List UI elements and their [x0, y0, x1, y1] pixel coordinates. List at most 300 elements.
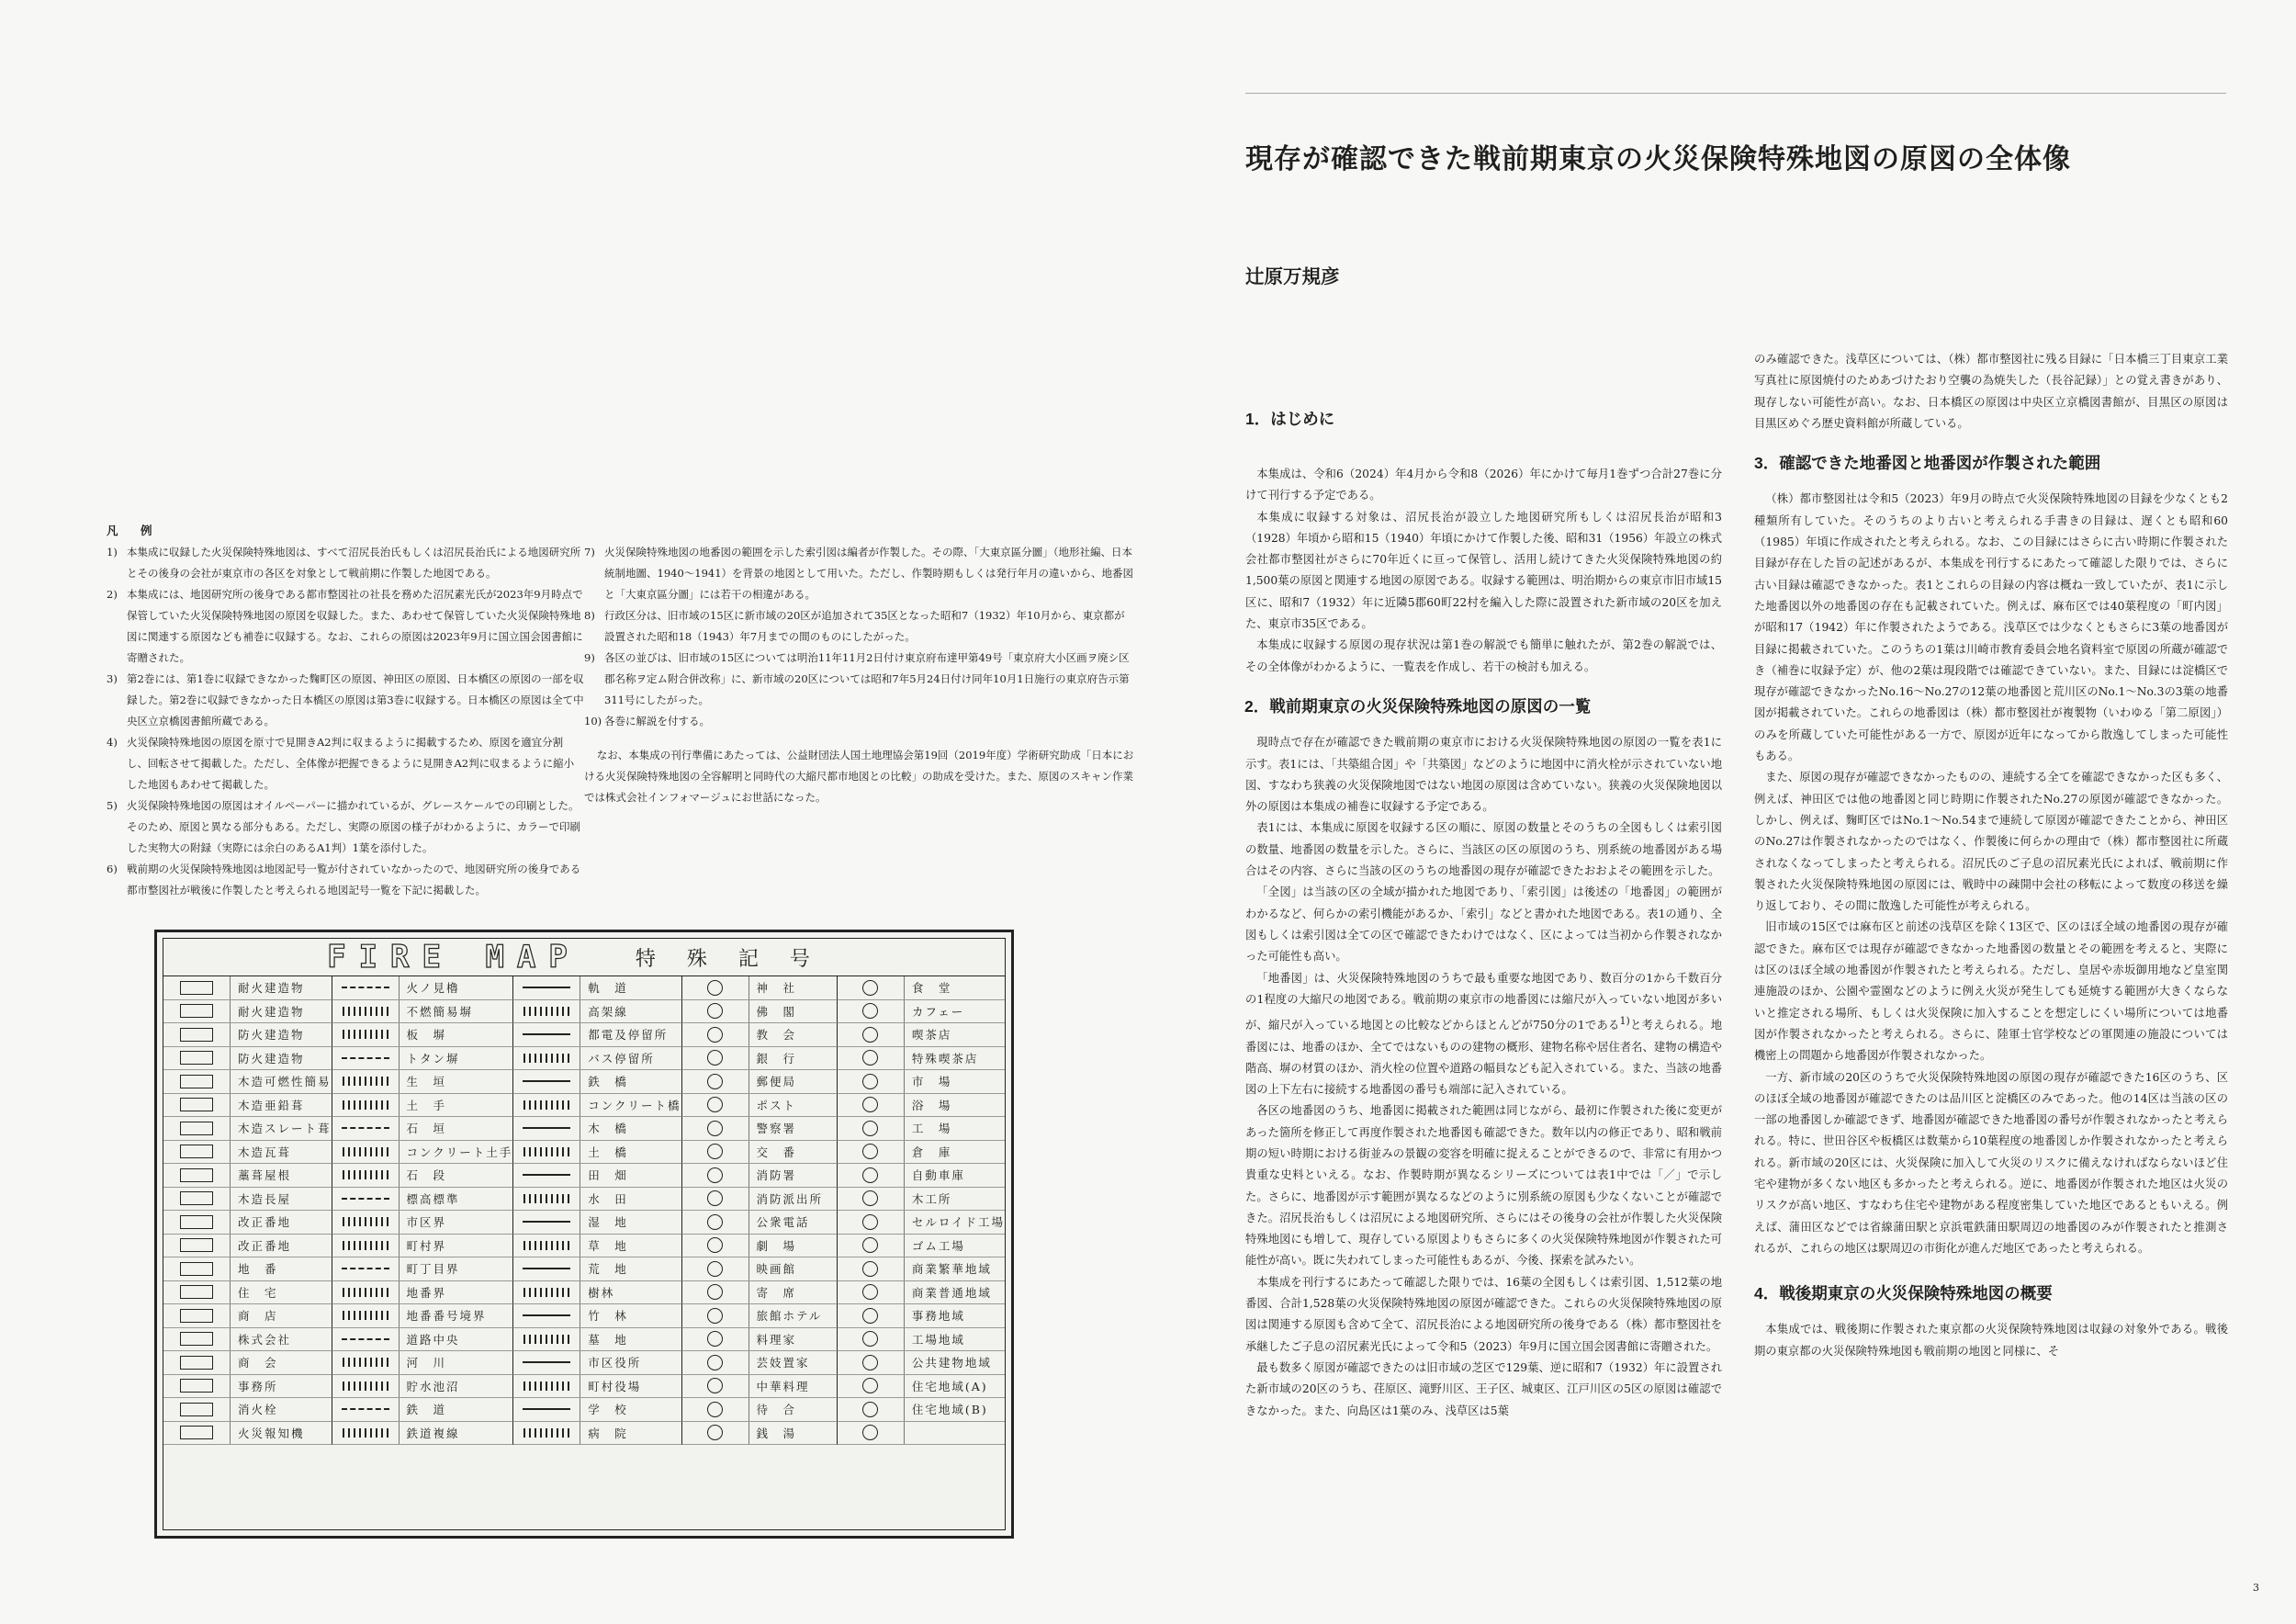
- map-symbol-icon: [682, 1094, 749, 1117]
- symbol-label: 市区界: [406, 1215, 447, 1230]
- symbol-label: 銭 湯: [756, 1426, 797, 1440]
- symbol-label: 病 院: [588, 1426, 628, 1440]
- symbol-cell: [332, 1094, 514, 1118]
- symbol-label: 木造可燃性簡易: [238, 1075, 332, 1089]
- symbol-label: 住宅地域(B): [911, 1403, 988, 1417]
- symbol-label: 商 店: [238, 1309, 278, 1324]
- symbol-label: 木 橋: [588, 1122, 628, 1136]
- map-symbol-icon: [332, 1188, 400, 1211]
- legend-column-2: [584, 542, 1135, 819]
- map-symbol-icon: [163, 1047, 231, 1070]
- map-symbol-icon: [682, 1117, 749, 1140]
- symbol-label: 高架線: [588, 1004, 628, 1019]
- fire-map-symbol-table: [154, 930, 1014, 1539]
- symbol-label: 生 垣: [406, 1075, 447, 1089]
- section-heading-4: 4．戦後期東京の火災保険特殊地図の概要: [1754, 1284, 2053, 1303]
- symbol-cell: [163, 1070, 332, 1094]
- symbol-cell: [838, 1164, 1005, 1188]
- header-rule: [1245, 93, 2226, 94]
- map-symbol-icon: [838, 1328, 905, 1351]
- symbol-cell: [682, 1351, 838, 1375]
- map-symbol-icon: [163, 1304, 231, 1327]
- symbol-label: 水 田: [588, 1191, 628, 1206]
- map-symbol-icon: [513, 1375, 580, 1398]
- symbol-cell: [163, 1164, 332, 1188]
- symbol-label: 町村役場: [588, 1379, 642, 1393]
- symbol-cell: [682, 1257, 838, 1281]
- symbol-cell: [332, 1398, 514, 1422]
- paragraph: 「全図」は当該の区の全域が描かれた地図であり、「索引図」は後述の「地番図」の範囲がわかるなど、何らかの索引機能があるか、「索引」などと書かれた地図である。表1の通り、全図もしくは索引図は全ての区で確認できたわけではなく、区によっては当初から作製されなかった可能性も高い。: [1245, 885, 1722, 964]
- map-symbol-icon: [682, 1398, 749, 1421]
- symbol-label: 市 場: [911, 1075, 952, 1089]
- symbol-label: 土 手: [406, 1098, 447, 1112]
- paragraph: 一方、新市域の20区のうちで火災保険特殊地図の原図の現存が確認できた16区のうち、区のほぼ全域の地番図が確認できたのは品川区と淀橋区のみであった。他の14区は当該の区の一部の地番図しか確認できず、地番図が確認できた地番図の番号が作製されなかったと考えられる。特に、世田谷区や板橋区は数葉から10葉程度の地番図しか作製されなかったと考えられる。新市域の20区には、火災保険に加入して火災のリスクに備えなければならないほど住宅や建物が多くない地区も多かったと考えられる。逆に、地番図が作製された地区は火災のリスクが高い地区、すなわち住宅や建物がある程度密集していた地区であるともいえる。例えば、蒲田区などでは省線蒲田駅と京浜電鉄蒲田駅周辺の地番図のみが作製されたと推測されるが、これらの地区は駅周辺の市街化が進んだ地区であったと考えられる。: [1754, 1070, 2228, 1255]
- symbol-label: 郵便局: [756, 1075, 797, 1089]
- symbol-cell: [682, 1211, 838, 1235]
- symbol-cell: [163, 1000, 332, 1024]
- paragraph: 旧市域の15区では麻布区と前述の浅草区を除く13区で、区のほぼ全域の地番図の現存が確認できた。麻布区では現存が確認できなかった地番図の数量とその範囲を考えると、実際には区のほぼ全域の地番図が作製されたと考えられる。ただし、皇居や赤坂御用地など皇室関連施設のほか、公園や霊園などのように例え火災が発生しても延焼する範囲が大きくならないと推定される場所、もしくは火災保険に加入することを想定しにくい場所については地番図が作製されなかったと考えられる。さらに、陸軍士官学校などの軍関連の施設については機密上の問題から地番図が作製されなかった。: [1754, 920, 2228, 1063]
- legend-item: 7) 火災保険特殊地図の地番図の範囲を示した索引図は編者が作製した。その際、「大東京區分圖」（地形社編、日本統制地圖、1940〜1941）を背景の地図として用いた。ただし、作製時期もしくは発行年月の違いから、地番図と「大東京區分圖」には若干の相違がある。: [584, 546, 1134, 601]
- symbol-label: 芸妓置家: [756, 1356, 810, 1370]
- symbol-cell: [332, 1281, 514, 1305]
- symbol-cell: [682, 1375, 838, 1399]
- symbol-label: ポスト: [756, 1098, 797, 1112]
- symbol-label: 消火栓: [238, 1403, 278, 1417]
- map-symbol-icon: [332, 1304, 400, 1327]
- symbol-cell: [513, 1304, 681, 1328]
- symbol-cell: [163, 976, 332, 1000]
- symbol-cell: [163, 1281, 332, 1305]
- map-symbol-icon: [513, 1117, 580, 1140]
- paragraph: 本集成は、令和6（2024）年4月から令和8（2026）年にかけて毎月1巻ずつ合計27巻に分けて刊行する予定である。: [1245, 468, 1722, 502]
- map-symbol-icon: [838, 1164, 905, 1187]
- symbol-label: 土 橋: [588, 1145, 628, 1159]
- map-symbol-icon: [682, 1257, 749, 1280]
- legend-item: 1) 本集成に収録した火災保険特殊地図は、すべて沼尻長治氏もしくは沼尻長治氏による地図研究所とその後身の会社が東京市の各区を対象として戦前期に作製した地図である。: [107, 546, 581, 580]
- symbol-cell: [513, 1188, 681, 1212]
- symbol-cell: [513, 1023, 681, 1047]
- symbol-label: 交 番: [756, 1145, 797, 1159]
- map-symbol-icon: [513, 1211, 580, 1234]
- symbol-cell: [332, 1047, 514, 1071]
- symbol-label: 工 場: [911, 1122, 952, 1136]
- symbol-cell: [682, 1094, 838, 1118]
- article-column-right: [1754, 349, 2228, 1362]
- legend-heading: 凡 例: [107, 524, 158, 537]
- symbol-cell: [332, 1257, 514, 1281]
- symbol-cell: [682, 1281, 838, 1305]
- fire-map-header: [163, 939, 1005, 976]
- symbol-label: トタン塀: [406, 1051, 460, 1066]
- symbol-label: 商業繁華地域: [911, 1262, 992, 1277]
- symbol-label: 湿 地: [588, 1215, 628, 1230]
- symbol-label: 耐火建造物: [238, 981, 305, 996]
- symbol-cell: [332, 1188, 514, 1212]
- map-symbol-icon: [332, 1351, 400, 1374]
- symbol-cell: [838, 1257, 1005, 1281]
- map-symbol-icon: [163, 1257, 231, 1280]
- symbol-label: 木工所: [911, 1191, 952, 1206]
- symbol-label: 消防派出所: [756, 1191, 824, 1206]
- symbol-label: 料理家: [756, 1332, 797, 1347]
- legend-item: 3) 第2巻には、第1巻に収録できなかった麴町区の原図、神田区の原図、日本橋区の原図の一部を収録した。第2巻に収録できなかった日本橋区の原図は第3巻に収録する。日本橋区の原図は全て中央区立京橋図書館所蔵である。: [107, 672, 584, 727]
- symbol-cell: [513, 1375, 681, 1399]
- symbol-cell: [838, 1023, 1005, 1047]
- symbol-cell: [838, 1000, 1005, 1024]
- symbol-label: 教 会: [756, 1028, 797, 1043]
- symbol-cell: [682, 1328, 838, 1352]
- map-symbol-icon: [332, 1328, 400, 1351]
- paragraph: のみ確認できた。浅草区については、（株）都市整図社に残る目録に「日本橋三丁目東京工業写真社に原図焼付のためあづけたおり空襲の為焼失した（長谷記録）」との覚え書きがあり、現存しない可能性が高い。なお、日本橋区の原図は中央区立京橋図書館が、目黒区の原図は目黒区めぐろ歴史資料館が所蔵している。: [1754, 353, 2228, 430]
- symbol-cell: [332, 1422, 514, 1446]
- symbol-label: 食 堂: [911, 981, 952, 996]
- paragraph: 表1には、本集成に原図を収録する区の順に、原図の数量とそのうちの全図もしくは索引図の数量、地番図の数量を示した。さらに、当該区の区の原図のうち、別系統の地番図がある場合はその内容、さらに当該の区のうちの地番図の現存が確認できたおおよその範囲を示した。: [1245, 821, 1722, 878]
- map-symbol-icon: [332, 1164, 400, 1187]
- map-symbol-icon: [682, 1235, 749, 1257]
- symbol-cell: [332, 1141, 514, 1165]
- map-symbol-icon: [332, 1211, 400, 1234]
- symbol-cell: [163, 1117, 332, 1141]
- symbol-cell: [682, 1070, 838, 1094]
- symbol-label: 公共建物地域: [911, 1356, 992, 1370]
- symbol-label: 待 合: [756, 1403, 797, 1417]
- symbol-label: 藁葺屋根: [238, 1168, 292, 1183]
- symbol-cell: [513, 1000, 681, 1024]
- symbol-label: 墓 地: [588, 1332, 628, 1347]
- map-symbol-icon: [332, 1117, 400, 1140]
- map-symbol-icon: [332, 1047, 400, 1070]
- map-symbol-icon: [163, 1422, 231, 1445]
- map-symbol-icon: [838, 1094, 905, 1117]
- symbol-cell: [513, 1398, 681, 1422]
- map-symbol-icon: [513, 1422, 580, 1445]
- map-symbol-icon: [838, 1375, 905, 1398]
- legend-item: 9) 各区の並びは、旧市域の15区については明治11年11月2日付け東京府布達甲第49号「東京府大小区画ヲ廃シ区郡名称ヲ定ム附合併改称」に、新市域の20区については昭和7年5月24日付け同年10月1日施行の東京府告示第311号にしたがった。: [584, 651, 1130, 706]
- section-heading-1: 1．はじめに: [1245, 410, 1335, 428]
- map-symbol-icon: [163, 1023, 231, 1046]
- map-symbol-icon: [163, 1375, 231, 1398]
- symbol-cell: [163, 1422, 332, 1446]
- symbol-cell: [163, 1398, 332, 1422]
- symbol-cell: [513, 1351, 681, 1375]
- symbol-cell: [838, 1094, 1005, 1118]
- symbol-label: 佛 閣: [756, 1004, 797, 1019]
- symbol-label: 木造亜鉛葺: [238, 1098, 305, 1112]
- map-symbol-icon: [513, 1141, 580, 1164]
- map-symbol-icon: [682, 1211, 749, 1234]
- map-symbol-icon: [163, 1328, 231, 1351]
- symbol-label: 道路中央: [406, 1332, 460, 1347]
- symbol-cell: [513, 1328, 681, 1352]
- symbol-cell: [163, 1141, 332, 1165]
- map-symbol-icon: [163, 1211, 231, 1234]
- symbol-cell: [682, 1188, 838, 1212]
- symbol-cell: [332, 1000, 514, 1024]
- map-symbol-icon: [332, 1070, 400, 1093]
- symbol-cell: [163, 1094, 332, 1118]
- map-symbol-icon: [838, 1257, 905, 1280]
- symbol-label: 草 地: [588, 1238, 628, 1253]
- map-symbol-icon: [332, 1094, 400, 1117]
- map-symbol-icon: [513, 1188, 580, 1211]
- fire-map-title: FIRE MAP: [327, 939, 580, 976]
- map-symbol-icon: [163, 1235, 231, 1257]
- symbol-cell: [682, 1023, 838, 1047]
- map-symbol-icon: [682, 1188, 749, 1211]
- symbol-cell: [332, 1117, 514, 1141]
- legend-item: 2) 本集成には、地図研究所の後身である都市整図社の社長を務めた沼尻素光氏が2023年9月時点で保管していた火災保険特殊地図の原図を収録した。また、あわせて保管していた火災保険特殊地図に関連する原図なども補巻に収録する。なお、これらの原図は2023年9月に国立国会図書館に寄贈された。: [107, 588, 583, 664]
- symbol-cell: [332, 976, 514, 1000]
- symbol-label: コンクリート橋: [588, 1098, 681, 1112]
- paragraph: 本集成に収録する対象は、沼尻長治が設立した地図研究所もしくは沼尻長治が昭和3（1928）年頃から昭和15（1940）年頃にかけて作製した後、昭和31（1956）年設立の株式会社都市整図社がさらに70年近くに亘って保管し、活用し続けてきた火災保険特殊地図の約1,500葉の原図と関連する地図の原図である。収録する範囲は、明治期からの東京市旧市域15区に、昭和7（1932）年に近隣5郡60町22村を編入した際に設置された新市域の20区を加えた、東京市35区である。: [1245, 510, 1722, 631]
- paragraph: 本集成を刊行するにあたって確認した限りでは、16葉の全図もしくは索引図、1,512葉の地番図、合計1,528葉の火災保険特殊地図の原図が確認できた。これらの火災保険特殊地図の原図は関連する原図も含めて全て、沼尻長治による地図研究所の後身である（株）都市整図社を承継したご子息の沼尻素光氏によって令和5（2023）年9月に国立国会図書館に寄贈された。: [1245, 1275, 1722, 1353]
- symbol-cell: [838, 1304, 1005, 1328]
- map-symbol-icon: [838, 976, 905, 999]
- map-symbol-icon: [332, 1281, 400, 1304]
- symbol-cell: [513, 1235, 681, 1258]
- symbol-label: 標高標準: [406, 1191, 460, 1206]
- map-symbol-icon: [513, 1164, 580, 1187]
- symbol-label: 木造長屋: [238, 1191, 292, 1206]
- map-symbol-icon: [163, 1000, 231, 1023]
- symbol-label: 学 校: [588, 1403, 628, 1417]
- symbol-label: 河 川: [406, 1356, 447, 1370]
- legend-section: [107, 520, 1135, 897]
- symbol-label: 防火建造物: [238, 1028, 305, 1043]
- map-symbol-icon: [682, 1000, 749, 1023]
- symbol-cell: [838, 1281, 1005, 1305]
- map-symbol-icon: [332, 1375, 400, 1398]
- symbol-cell: [838, 1211, 1005, 1235]
- symbol-cell: [838, 1235, 1005, 1258]
- symbol-cell: [838, 1422, 1005, 1446]
- symbol-label: 地番界: [406, 1285, 447, 1300]
- symbol-label: 銀 行: [756, 1051, 797, 1066]
- map-symbol-icon: [682, 1422, 749, 1445]
- symbol-label: 木造瓦葺: [238, 1145, 292, 1159]
- symbol-cell: [513, 976, 681, 1000]
- symbol-cell: [163, 1328, 332, 1352]
- symbol-label: 荒 地: [588, 1262, 628, 1277]
- map-symbol-icon: [332, 1235, 400, 1257]
- map-symbol-icon: [682, 1328, 749, 1351]
- map-symbol-icon: [332, 1422, 400, 1445]
- symbol-label: 木造スレート葺: [238, 1122, 332, 1136]
- symbol-cell: [682, 1235, 838, 1258]
- article-author: 辻原万規彦: [1245, 265, 1340, 288]
- map-symbol-icon: [838, 1281, 905, 1304]
- symbol-label: 貯水池沼: [406, 1379, 460, 1393]
- symbol-cell: [682, 1422, 838, 1446]
- map-symbol-icon: [163, 976, 231, 999]
- map-symbol-icon: [332, 1023, 400, 1046]
- symbol-cell: [513, 1422, 681, 1446]
- symbol-label: 株式会社: [238, 1332, 292, 1347]
- symbol-cell: [332, 1235, 514, 1258]
- fire-map-title-jp: 特殊記号: [635, 947, 841, 971]
- map-symbol-icon: [332, 1398, 400, 1421]
- section-heading-2: 2．戦前期東京の火災保険特殊地図の原図の一覧: [1244, 696, 1592, 716]
- symbol-label: 町丁目界: [406, 1262, 460, 1277]
- footnote-ref: 1): [1619, 1015, 1630, 1028]
- symbol-cell: [332, 1070, 514, 1094]
- symbol-cell: [513, 1211, 681, 1235]
- symbol-cell: [682, 1000, 838, 1024]
- symbol-cell: [838, 1070, 1005, 1094]
- symbol-cell: [682, 1117, 838, 1141]
- symbol-label: 火ノ見櫓: [406, 981, 460, 996]
- map-symbol-icon: [513, 1328, 580, 1351]
- symbol-label: ゴム工場: [911, 1238, 965, 1253]
- map-symbol-icon: [163, 1351, 231, 1374]
- symbol-cell: [838, 1117, 1005, 1141]
- symbol-cell: [838, 1351, 1005, 1375]
- symbol-label: 住宅地域(A): [911, 1379, 988, 1393]
- symbol-label: 公衆電話: [756, 1215, 810, 1230]
- symbol-cell: [163, 1257, 332, 1281]
- symbol-cell: [513, 1141, 681, 1165]
- symbol-label: 商 会: [238, 1356, 278, 1370]
- symbol-label: 旅館ホテル: [756, 1309, 823, 1324]
- symbol-label: 劇 場: [756, 1238, 797, 1253]
- symbol-label: 石 垣: [406, 1122, 447, 1136]
- paragraph: 「地番図」は、火災保険特殊地図のうちで最も重要な地図であり、数百分の1から千数百分の1程度の大縮尺の地図である。戦前期の東京市の地番図には縮尺が入っていない地図が多いが、縮尺が入っている地図との比較などからほとんどが750分の1である$^{1)}$と考えられる。地番図には、地番のほか、全てではないものの建物の概形、建物名称や居住者名、建物の構造や階高、塀の材質のほか、消火栓の位置や道路の幅員なども記入されている。また、当該の地番図の上下左右に接続する地番図の番号も端部に記入されている。: [1245, 971, 1722, 1097]
- map-symbol-icon: [513, 1257, 580, 1280]
- symbol-label: 改正番地: [238, 1238, 292, 1253]
- symbol-label: 樹林: [588, 1285, 615, 1300]
- symbol-cell: [838, 1047, 1005, 1071]
- section-heading-3: 3．確認できた地番図と地番図が作製された範囲: [1754, 454, 2101, 473]
- symbol-cell: [513, 1047, 681, 1071]
- map-symbol-icon: [682, 1375, 749, 1398]
- map-symbol-icon: [513, 1000, 580, 1023]
- acknowledgement-text: なお、本集成の刊行準備にあたっては、公益財団法人国土地理協会第19回（2019年度）学術研究助成「日本における火災保険特殊地図の全容解明と同時代の大縮尺都市地図との比較」の助成を受けた。また、原図のスキャン作業では株式会社インフォマージュにお世話になった。: [584, 749, 1134, 804]
- symbol-label: 地番番号境界: [406, 1309, 487, 1324]
- symbol-cell: [682, 1164, 838, 1188]
- legend-item: 5) 火災保険特殊地図の原図はオイルペーパーに描かれているが、グレースケールでの印刷とした。そのため、原図と異なる部分もある。ただし、実際の原図の様子がわかるように、カラーで印刷した実物大の附録（実際には余白のあるA1判）1葉を添付した。: [107, 799, 581, 854]
- map-symbol-icon: [838, 1141, 905, 1164]
- map-symbol-icon: [682, 976, 749, 999]
- symbol-label: 鉄 道: [406, 1403, 447, 1417]
- symbol-cell: [682, 976, 838, 1000]
- symbol-cell: [682, 1398, 838, 1422]
- map-symbol-icon: [513, 1023, 580, 1046]
- symbol-label: 事務所: [238, 1379, 278, 1393]
- map-symbol-icon: [513, 1070, 580, 1093]
- symbol-cell: [163, 1351, 332, 1375]
- map-symbol-icon: [163, 1188, 231, 1211]
- map-symbol-icon: [332, 1000, 400, 1023]
- symbol-label: 事務地域: [911, 1309, 965, 1324]
- symbol-label: 自動車庫: [911, 1168, 965, 1183]
- symbol-label: 喫茶店: [911, 1028, 952, 1043]
- symbol-cell: [163, 1211, 332, 1235]
- paragraph: 本集成では、戦後期に作製された東京都の火災保険特殊地図は収録の対象外である。戦後期の東京都の火災保険特殊地図も戦前期の地図と同様に、そ: [1754, 1323, 2228, 1358]
- symbol-cell: [513, 1164, 681, 1188]
- symbol-cell: [682, 1304, 838, 1328]
- symbol-label: 防火建造物: [238, 1051, 305, 1066]
- legend-item: 10) 各巻に解説を付する。: [584, 715, 710, 727]
- map-symbol-icon: [682, 1070, 749, 1093]
- map-symbol-icon: [682, 1281, 749, 1304]
- paragraph: 最も数多く原図が確認できたのは旧市域の芝区で129葉、逆に昭和7（1932）年に設置された新市域の20区のうち、荏原区、滝野川区、王子区、城東区、江戸川区の5区の原図は確認できなかった。また、向島区は1葉のみ、浅草区は5葉: [1245, 1360, 1722, 1417]
- symbol-cell: [163, 1188, 332, 1212]
- symbol-label: 特殊喫茶店: [911, 1051, 979, 1066]
- map-symbol-icon: [682, 1164, 749, 1187]
- symbol-label: 竹 林: [588, 1309, 628, 1324]
- map-symbol-icon: [163, 1094, 231, 1117]
- map-symbol-icon: [332, 1141, 400, 1164]
- map-symbol-icon: [332, 976, 400, 999]
- map-symbol-icon: [513, 1281, 580, 1304]
- map-symbol-icon: [163, 1281, 231, 1304]
- symbol-cell: [838, 1188, 1005, 1212]
- symbol-label: 町村界: [406, 1238, 447, 1253]
- symbol-label: 都電及停留所: [588, 1028, 669, 1043]
- symbol-cell: [332, 1211, 514, 1235]
- symbol-label: 警察署: [756, 1122, 797, 1136]
- map-symbol-icon: [838, 1398, 905, 1421]
- legend-column-1: [107, 542, 584, 901]
- symbol-cell: [682, 1141, 838, 1165]
- symbol-label: 鉄道複線: [406, 1426, 460, 1440]
- symbol-label: [905, 1425, 1005, 1441]
- symbol-cell: [332, 1351, 514, 1375]
- symbol-label: 市区役所: [588, 1356, 642, 1370]
- symbol-cell: [332, 1375, 514, 1399]
- symbol-label: 板 塀: [406, 1028, 447, 1043]
- map-symbol-icon: [513, 1398, 580, 1421]
- map-symbol-icon: [838, 1000, 905, 1023]
- map-symbol-icon: [163, 1398, 231, 1421]
- map-symbol-icon: [838, 1351, 905, 1374]
- legend-item: 8) 行政区分は、旧市域の15区に新市域の20区が追加されて35区となった昭和7（1932）年10月から、東京都が設置された昭和18（1943）年7月までの間のものにしたがった。: [584, 609, 1125, 643]
- map-symbol-icon: [513, 1235, 580, 1257]
- map-symbol-icon: [838, 1188, 905, 1211]
- symbol-cell: [838, 1141, 1005, 1165]
- map-symbol-icon: [513, 1351, 580, 1374]
- map-symbol-icon: [332, 1257, 400, 1280]
- map-symbol-icon: [838, 1304, 905, 1327]
- symbol-cell: [682, 1047, 838, 1071]
- symbol-cell: [513, 1117, 681, 1141]
- paragraph: また、原図の現存が確認できなかったものの、連続する全てを確認できなかった区も多く、例えば、神田区では他の地番図と同じ時期に作製されたNo.27の原図が確認できなかった。しかし、例えば、麴町区ではNo.1〜No.54まで連続して原図が確認できたことから、神田区のNo.27は作製されなかったのではなく、作製後に何らかの理由で（株）都市整図社に所蔵されなくなってしまったと考えられる。沼尻氏のご子息の沼尻素光氏によれば、戦前期に作製された火災保険特殊地図の原図には、戦時中の疎開中会社の移転によって数度の移送を繰り返しており、その間に散逸した可能性が考えられる。: [1754, 771, 2228, 913]
- paragraph: （株）都市整図社は令和5（2023）年9月の時点で火災保険特殊地図の目録を少なくとも2種類所有していた。そのうちのより古いと考えられる手書きの目録は、遅くとも昭和60（1985）年頃に作成されたと考えられる。なお、この目録にはさらに古い時期に作製された目録が存在した旨の記述があるが、本集成を刊行するにあたって確認した限りでは、さらに古い目録は確認できなかった。表1とこれらの目録の内容は概ね一致していたが、表1に示した地番図以外の地番図の存在も記載されていた。例えば、麻布区では40葉程度の「町内図」が昭和17（1942）年に作製されたようである。浅草区では少なくともさらに3葉の地番図が目録に掲載されていた。このうちの1葉は川崎市教育委員会地名資料室で原図の所蔵が確認でき（補巻に収録予定）が、他の2葉は現段階では確認できていない。また、目録には淀橋区で現存が確認できなかったNo.16〜No.27の12葉の地番図と荒川区のNo.1〜No.3の3葉の地番図が掲載されていた。これらの地番図は（株）都市整図社が複製物（いわゆる「第二原図」）のみを所蔵していた可能性がある一方で、原図が近年になってから散逸してしまった可能性もある。: [1754, 492, 2228, 763]
- map-symbol-icon: [513, 976, 580, 999]
- symbol-cell: [513, 1070, 681, 1094]
- symbol-label: 改正番地: [238, 1215, 292, 1230]
- map-symbol-icon: [513, 1047, 580, 1070]
- symbol-cell: [332, 1304, 514, 1328]
- symbol-cell: [513, 1281, 681, 1305]
- legend-item: 4) 火災保険特殊地図の原図を原寸で見開きA2判に収まるように掲載するため、原図を適宜分割し、回転させて掲載した。ただし、全体像が把握できるように見開きA2判に収まるように縮小した地図もあわせて掲載した。: [107, 736, 575, 791]
- symbol-label: バス停留所: [588, 1051, 655, 1066]
- map-symbol-icon: [682, 1047, 749, 1070]
- symbol-label: 不燃簡易塀: [406, 1004, 474, 1019]
- map-symbol-icon: [682, 1023, 749, 1046]
- symbol-label: 倉 庫: [911, 1145, 952, 1159]
- symbol-label: 中華料理: [756, 1379, 810, 1393]
- symbol-label: 映画館: [756, 1262, 797, 1277]
- map-symbol-icon: [838, 1211, 905, 1234]
- symbol-cell: [163, 1235, 332, 1258]
- map-symbol-icon: [838, 1023, 905, 1046]
- page-number: 3: [2253, 1582, 2259, 1594]
- map-symbol-icon: [838, 1235, 905, 1257]
- map-symbol-icon: [163, 1117, 231, 1140]
- symbol-label: コンクリート土手: [406, 1145, 513, 1159]
- symbol-cell: [163, 1023, 332, 1047]
